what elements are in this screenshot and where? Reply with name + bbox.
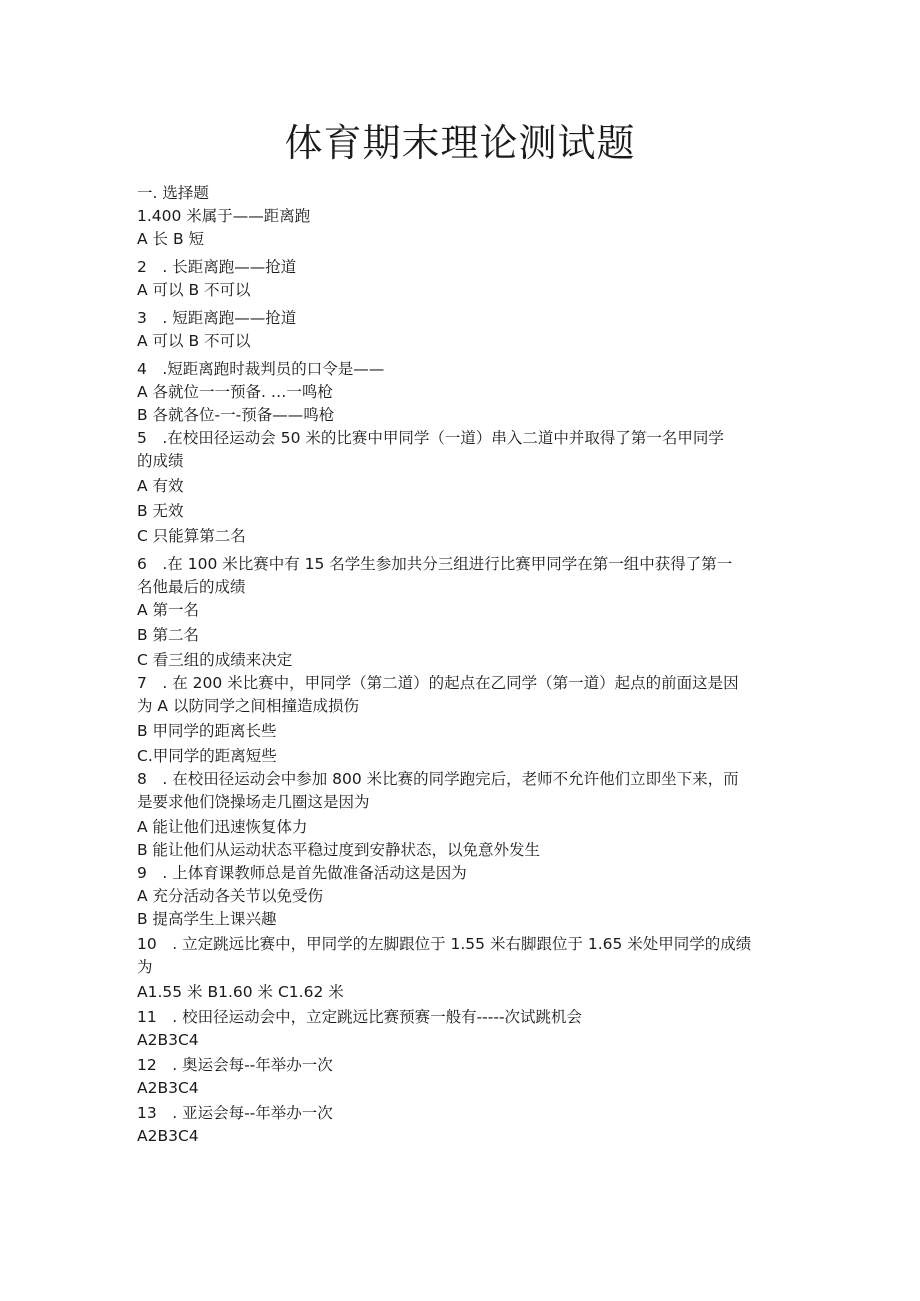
- page-title: 体育期末理论测试题: [284, 121, 636, 165]
- question-12-options: A2B3C4: [137, 1079, 199, 1097]
- question-11: 11 . 校田径运动会中，立定跳远比赛预赛一般有-----次试跳机会: [137, 1008, 583, 1026]
- question-list: [137, 182, 787, 1148]
- question-8-cont: 是要求他们饶操场走几圈这是因为: [137, 793, 370, 811]
- question-4-option-a: A 各就位一一预备. …一鸣枪: [137, 383, 333, 401]
- question-13-options: A2B3C4: [137, 1127, 199, 1145]
- question-12: 12 . 奥运会每--年举办一次: [137, 1056, 333, 1074]
- question-3-options: A 可以 B 不可以: [137, 332, 251, 350]
- question-6-option-b: B 第二名: [137, 626, 200, 644]
- question-8-option-a: A 能让他们迅速恢复体力: [137, 818, 308, 836]
- section-heading: 一. 选择题: [137, 184, 209, 202]
- question-4-option-b: B 各就各位-一-预备——鸣枪: [137, 406, 335, 424]
- question-5-cont: 的成绩: [137, 452, 184, 470]
- question-9-option-b: B 提高学生上课兴趣: [137, 910, 277, 928]
- question-10: 10 . 立定跳远比赛中，甲同学的左脚跟位于 1.55 米右脚跟位于 1.65 米处甲同学的成绩: [137, 935, 752, 953]
- question-5: 5 .在校田径运动会 50 米的比赛中甲同学（一道）串入二道中并取得了第一名甲同学: [137, 429, 724, 447]
- question-2-options: A 可以 B 不可以: [137, 281, 251, 299]
- question-1-options: A 长 B 短: [137, 230, 205, 248]
- question-8: 8 . 在校田径运动会中参加 800 米比赛的同学跑完后，老师不允许他们立即坐下来，而: [137, 770, 739, 788]
- question-6-option-a: A 第一名: [137, 601, 200, 619]
- question-13: 13 . 亚运会每--年举办一次: [137, 1104, 333, 1122]
- question-8-option-b: B 能让他们从运动状态平稳过度到安静状态，以免意外发生: [137, 841, 541, 859]
- question-11-options: A2B3C4: [137, 1031, 199, 1049]
- question-2: 2 . 长距离跑——抢道: [137, 258, 297, 276]
- question-5-option-a: A 有效: [137, 477, 184, 495]
- question-4: 4 .短距离跑时裁判员的口令是——: [137, 360, 385, 378]
- question-7: 7 . 在 200 米比赛中，甲同学（第二道）的起点在乙同学（第一道）起点的前面这是因: [137, 674, 739, 692]
- question-3: 3 . 短距离跑——抢道: [137, 309, 297, 327]
- question-7-option-b: B 甲同学的距离长些: [137, 722, 277, 740]
- question-9-option-a: A 充分活动各关节以免受伤: [137, 887, 324, 905]
- question-9: 9 . 上体育课教师总是首先做准备活动这是因为: [137, 864, 467, 882]
- question-6-option-c: C 看三组的成绩来决定: [137, 651, 293, 669]
- question-7-cont: 为 A 以防同学之间相撞造成损伤: [137, 697, 359, 715]
- question-1: 1.400 米属于——距离跑: [137, 207, 311, 225]
- question-6: 6 .在 100 米比赛中有 15 名学生参加共分三组进行比赛甲同学在第一组中获得了第一: [137, 555, 733, 573]
- question-10-options: A1.55 米 B1.60 米 C1.62 米: [137, 983, 344, 1001]
- question-5-option-c: C 只能算第二名: [137, 527, 246, 545]
- question-6-cont: 名他最后的成绩: [137, 578, 246, 596]
- question-7-option-c: C.甲同学的距离短些: [137, 747, 277, 765]
- question-10-cont: 为: [137, 958, 153, 976]
- question-5-option-b: B 无效: [137, 502, 184, 520]
